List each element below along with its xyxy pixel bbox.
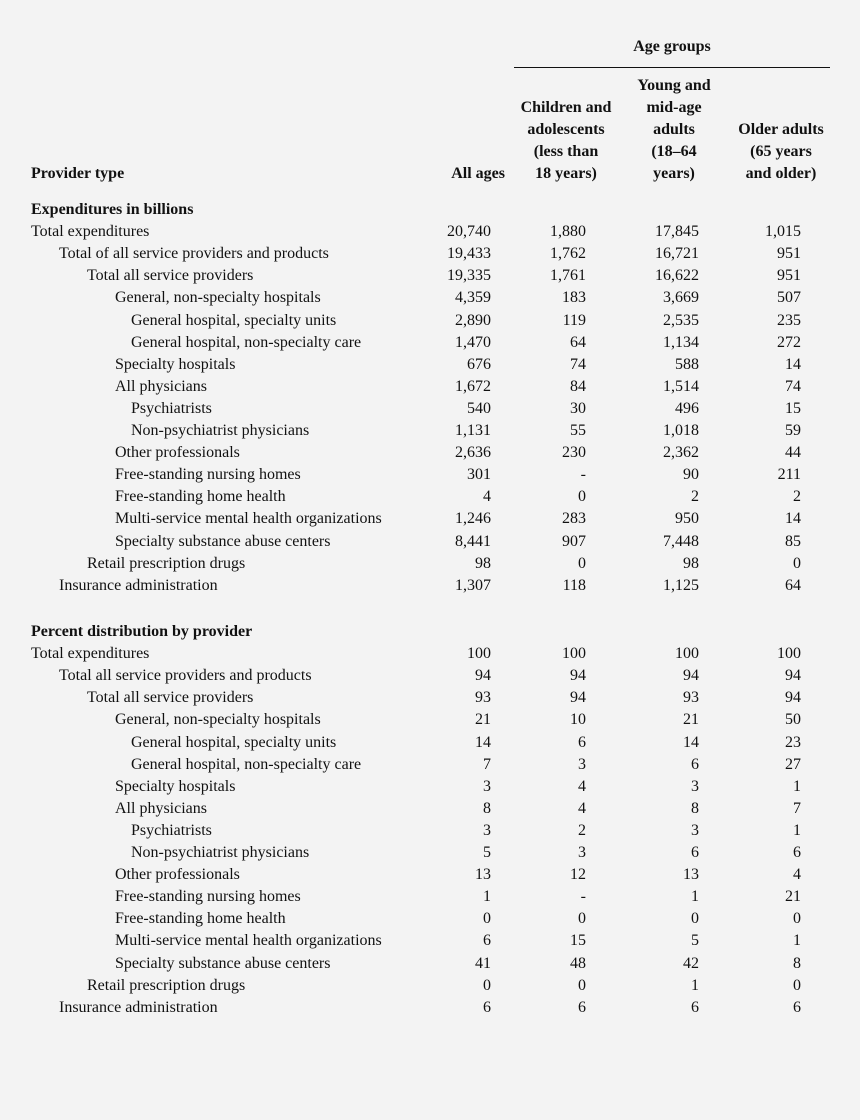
older-adults-value: 14 bbox=[785, 510, 801, 528]
row-label: Free-standing home health bbox=[115, 910, 286, 928]
table-row bbox=[0, 776, 860, 798]
older-adults-value: 59 bbox=[785, 422, 801, 439]
young-adults-value: 16,622 bbox=[655, 267, 699, 285]
row-label: Other professionals bbox=[115, 444, 240, 462]
older-adults-value: 50 bbox=[785, 711, 801, 729]
children-value: 4 bbox=[578, 777, 586, 795]
children-value: 0 bbox=[578, 554, 586, 572]
older-adults-value: 1 bbox=[793, 777, 801, 795]
children-value: 4 bbox=[578, 799, 586, 817]
young-adults-value: 950 bbox=[675, 510, 699, 528]
young-adults-value: 496 bbox=[675, 399, 699, 417]
children-value: 10 bbox=[570, 711, 586, 729]
table-row bbox=[0, 310, 860, 332]
older-adults-value: 14 bbox=[785, 355, 801, 373]
older-adults-value: 94 bbox=[785, 689, 801, 707]
children-value: 6 bbox=[578, 998, 586, 1016]
all-ages-value: 2,636 bbox=[455, 444, 491, 462]
older-adults-value: 0 bbox=[793, 554, 801, 572]
all-ages-value: 5 bbox=[483, 844, 491, 861]
children-value: 12 bbox=[570, 866, 586, 884]
children-value: 183 bbox=[562, 289, 586, 307]
older-adults-value: 1 bbox=[793, 821, 801, 839]
all-ages-value: 41 bbox=[475, 954, 491, 972]
older-adults-value: 1,015 bbox=[765, 223, 801, 241]
all-ages-value: 2,890 bbox=[455, 311, 491, 329]
row-label: General, non-specialty hospitals bbox=[115, 289, 321, 307]
row-label: Free-standing nursing homes bbox=[115, 888, 301, 906]
children-value: 30 bbox=[570, 399, 586, 417]
older-adults-value: 21 bbox=[785, 888, 801, 906]
young-adults-value: 5 bbox=[691, 932, 699, 950]
children-value: 6 bbox=[578, 733, 586, 751]
young-adults-value: 1 bbox=[691, 888, 699, 906]
older-adults-value: 64 bbox=[785, 576, 801, 594]
young-adults-header: Young and mid-age adults (18–64 years) bbox=[637, 77, 711, 182]
row-label: Total all service providers bbox=[87, 267, 254, 285]
table-row bbox=[0, 953, 860, 975]
children-value: 55 bbox=[570, 422, 586, 439]
older-adults-header: Older adults (65 years and older) bbox=[738, 121, 824, 182]
children-value: 84 bbox=[570, 377, 586, 395]
row-label: General hospital, specialty units bbox=[131, 733, 337, 751]
young-adults-value: 13 bbox=[683, 866, 699, 884]
young-adults-value: 0 bbox=[691, 910, 699, 928]
young-adults-value: 588 bbox=[675, 355, 699, 373]
older-adults-value: 211 bbox=[777, 466, 801, 484]
table-row bbox=[0, 732, 860, 754]
older-adults-value: 94 bbox=[785, 667, 801, 685]
older-adults-value: 6 bbox=[793, 844, 801, 861]
table-row bbox=[0, 687, 860, 709]
older-adults-value: 85 bbox=[785, 532, 801, 550]
all-ages-value: 100 bbox=[467, 645, 491, 663]
row-label: Insurance administration bbox=[59, 998, 218, 1016]
all-ages-value: 19,335 bbox=[447, 267, 491, 285]
row-label: All physicians bbox=[115, 799, 207, 817]
row-label: Total all service providers bbox=[87, 689, 254, 707]
all-ages-value: 4,359 bbox=[455, 289, 491, 307]
row-label: Specialty substance abuse centers bbox=[115, 954, 331, 972]
provider-type-header: Provider type bbox=[31, 165, 125, 182]
children-header: Children and adolescents (less than 18 years) bbox=[520, 99, 612, 182]
all-ages-value: 19,433 bbox=[447, 245, 491, 263]
table-row bbox=[0, 398, 860, 420]
young-adults-value: 6 bbox=[691, 998, 699, 1016]
table-row bbox=[0, 575, 860, 597]
children-value: 94 bbox=[570, 689, 586, 707]
row-label: Total expenditures bbox=[31, 223, 150, 241]
table-row bbox=[0, 842, 860, 864]
section-title: Percent distribution by provider bbox=[31, 623, 253, 640]
young-adults-value: 3 bbox=[691, 821, 699, 839]
all-ages-value: 6 bbox=[483, 998, 491, 1016]
older-adults-value: 272 bbox=[777, 333, 801, 351]
all-ages-value: 301 bbox=[467, 466, 491, 484]
all-ages-value: 1,246 bbox=[455, 510, 491, 528]
children-value: 2 bbox=[578, 821, 586, 839]
older-adults-value: 27 bbox=[785, 755, 801, 773]
table-row bbox=[0, 864, 860, 886]
young-adults-value: 3,669 bbox=[663, 289, 699, 307]
young-adults-value: 8 bbox=[691, 799, 699, 817]
older-adults-value: 8 bbox=[793, 954, 801, 972]
children-value: - bbox=[580, 466, 586, 484]
table-row bbox=[0, 243, 860, 265]
row-label: Other professionals bbox=[115, 866, 240, 884]
older-adults-value: 2 bbox=[793, 488, 801, 506]
children-value: 230 bbox=[562, 444, 586, 462]
older-adults-value: 1 bbox=[793, 932, 801, 950]
row-label: Retail prescription drugs bbox=[87, 554, 246, 572]
young-adults-value: 2,535 bbox=[663, 311, 699, 329]
all-ages-value: 3 bbox=[483, 777, 491, 795]
young-adults-value: 7,448 bbox=[663, 532, 699, 550]
table-row bbox=[0, 287, 860, 309]
all-ages-value: 3 bbox=[483, 821, 491, 839]
young-adults-value: 2,362 bbox=[663, 444, 699, 462]
row-label: Multi-service mental health organizations bbox=[115, 932, 382, 950]
children-value: 3 bbox=[578, 844, 586, 861]
all-ages-value: 14 bbox=[475, 733, 491, 751]
table-row bbox=[0, 221, 860, 243]
young-adults-value: 14 bbox=[683, 733, 699, 751]
children-value: 118 bbox=[562, 576, 586, 594]
row-label: Specialty hospitals bbox=[115, 777, 236, 795]
all-ages-value: 1,470 bbox=[455, 333, 491, 351]
table-row bbox=[0, 643, 860, 665]
table-row bbox=[0, 709, 860, 731]
all-ages-value: 1 bbox=[483, 888, 491, 906]
table-row bbox=[0, 332, 860, 354]
table-row bbox=[0, 665, 860, 687]
all-ages-value: 0 bbox=[483, 910, 491, 928]
row-label: Total all service providers and products bbox=[59, 667, 312, 685]
children-value: 119 bbox=[562, 311, 586, 329]
section-title: Expenditures in billions bbox=[31, 201, 194, 218]
row-label: Free-standing nursing homes bbox=[115, 466, 301, 484]
children-value: 1,880 bbox=[550, 223, 586, 241]
row-label: Free-standing home health bbox=[115, 488, 286, 506]
row-label: Retail prescription drugs bbox=[87, 976, 246, 994]
older-adults-value: 44 bbox=[785, 444, 801, 462]
all-ages-value: 21 bbox=[475, 711, 491, 729]
all-ages-value: 7 bbox=[483, 755, 491, 773]
all-ages-value: 13 bbox=[475, 866, 491, 884]
children-value: 0 bbox=[578, 910, 586, 928]
older-adults-value: 0 bbox=[793, 976, 801, 994]
age-groups-heading: Age groups bbox=[633, 38, 711, 55]
all-ages-value: 1,672 bbox=[455, 377, 491, 395]
table-row bbox=[0, 820, 860, 842]
young-adults-value: 6 bbox=[691, 844, 699, 861]
older-adults-value: 951 bbox=[777, 267, 801, 285]
older-adults-value: 74 bbox=[785, 377, 801, 395]
young-adults-value: 1,125 bbox=[663, 576, 699, 594]
age-groups-rule bbox=[514, 67, 830, 68]
young-adults-value: 94 bbox=[683, 667, 699, 685]
children-value: 74 bbox=[570, 355, 586, 373]
older-adults-value: 7 bbox=[793, 799, 801, 817]
young-adults-value: 100 bbox=[675, 645, 699, 663]
table-row bbox=[0, 420, 860, 442]
table-row bbox=[0, 464, 860, 486]
table-row bbox=[0, 908, 860, 930]
table-row bbox=[0, 798, 860, 820]
row-label: General hospital, non-specialty care bbox=[131, 333, 362, 351]
young-adults-value: 3 bbox=[691, 777, 699, 795]
row-label: General, non-specialty hospitals bbox=[115, 711, 321, 729]
all-ages-value: 1,131 bbox=[455, 422, 491, 439]
young-adults-value: 1,514 bbox=[663, 377, 699, 395]
all-ages-value: 20,740 bbox=[447, 223, 491, 241]
all-ages-header: All ages bbox=[451, 165, 505, 182]
young-adults-value: 16,721 bbox=[655, 245, 699, 263]
older-adults-value: 507 bbox=[777, 289, 801, 307]
children-value: 283 bbox=[562, 510, 586, 528]
table-row bbox=[0, 886, 860, 908]
table-row bbox=[0, 975, 860, 997]
children-value: 0 bbox=[578, 488, 586, 506]
young-adults-value: 2 bbox=[691, 488, 699, 506]
children-value: 1,761 bbox=[550, 267, 586, 285]
row-label: General hospital, non-specialty care bbox=[131, 755, 362, 773]
young-adults-value: 1,018 bbox=[663, 422, 699, 439]
all-ages-value: 1,307 bbox=[455, 576, 491, 594]
row-label: All physicians bbox=[115, 377, 207, 395]
children-value: 3 bbox=[578, 755, 586, 773]
row-label: Insurance administration bbox=[59, 576, 218, 594]
older-adults-value: 235 bbox=[777, 311, 801, 329]
young-adults-value: 21 bbox=[683, 711, 699, 729]
children-value: 1,762 bbox=[550, 245, 586, 263]
row-label: Non-psychiatrist physicians bbox=[131, 422, 310, 439]
row-label: Total expenditures bbox=[31, 645, 150, 663]
older-adults-value: 100 bbox=[777, 645, 801, 663]
all-ages-value: 0 bbox=[483, 976, 491, 994]
young-adults-value: 93 bbox=[683, 689, 699, 707]
table-row bbox=[0, 997, 860, 1019]
young-adults-value: 1 bbox=[691, 976, 699, 994]
older-adults-value: 4 bbox=[793, 866, 801, 884]
all-ages-value: 94 bbox=[475, 667, 491, 685]
older-adults-value: 15 bbox=[785, 399, 801, 417]
row-label: General hospital, specialty units bbox=[131, 311, 337, 329]
all-ages-value: 8,441 bbox=[455, 532, 491, 550]
all-ages-value: 8 bbox=[483, 799, 491, 817]
children-value: 0 bbox=[578, 976, 586, 994]
young-adults-value: 6 bbox=[691, 755, 699, 773]
table-row bbox=[0, 531, 860, 553]
children-value: 15 bbox=[570, 932, 586, 950]
young-adults-value: 1,134 bbox=[663, 333, 699, 351]
table-row bbox=[0, 508, 860, 530]
row-label: Specialty hospitals bbox=[115, 355, 236, 373]
all-ages-value: 98 bbox=[475, 554, 491, 572]
row-label: Specialty substance abuse centers bbox=[115, 532, 331, 550]
older-adults-value: 6 bbox=[793, 998, 801, 1016]
children-value: 48 bbox=[570, 954, 586, 972]
table-row bbox=[0, 486, 860, 508]
young-adults-value: 90 bbox=[683, 466, 699, 484]
all-ages-value: 4 bbox=[483, 488, 491, 506]
all-ages-value: 676 bbox=[467, 355, 491, 373]
older-adults-value: 951 bbox=[777, 245, 801, 263]
all-ages-value: 93 bbox=[475, 689, 491, 707]
row-label: Multi-service mental health organizations bbox=[115, 510, 382, 528]
table-row bbox=[0, 265, 860, 287]
row-label: Non-psychiatrist physicians bbox=[131, 844, 310, 861]
all-ages-value: 6 bbox=[483, 932, 491, 950]
table-row bbox=[0, 442, 860, 464]
children-value: 64 bbox=[570, 333, 586, 351]
young-adults-value: 42 bbox=[683, 954, 699, 972]
children-value: 100 bbox=[562, 645, 586, 663]
children-value: - bbox=[580, 888, 586, 906]
all-ages-value: 540 bbox=[467, 399, 491, 417]
young-adults-value: 98 bbox=[683, 554, 699, 572]
table-row bbox=[0, 376, 860, 398]
older-adults-value: 23 bbox=[785, 733, 801, 751]
children-value: 94 bbox=[570, 667, 586, 685]
older-adults-value: 0 bbox=[793, 910, 801, 928]
young-adults-value: 17,845 bbox=[655, 223, 699, 241]
table-row bbox=[0, 553, 860, 575]
table-row bbox=[0, 930, 860, 952]
row-label: Psychiatrists bbox=[131, 821, 212, 839]
table-row bbox=[0, 754, 860, 776]
children-value: 907 bbox=[562, 532, 586, 550]
row-label: Psychiatrists bbox=[131, 399, 212, 417]
row-label: Total of all service providers and products bbox=[59, 245, 329, 263]
table-row bbox=[0, 354, 860, 376]
